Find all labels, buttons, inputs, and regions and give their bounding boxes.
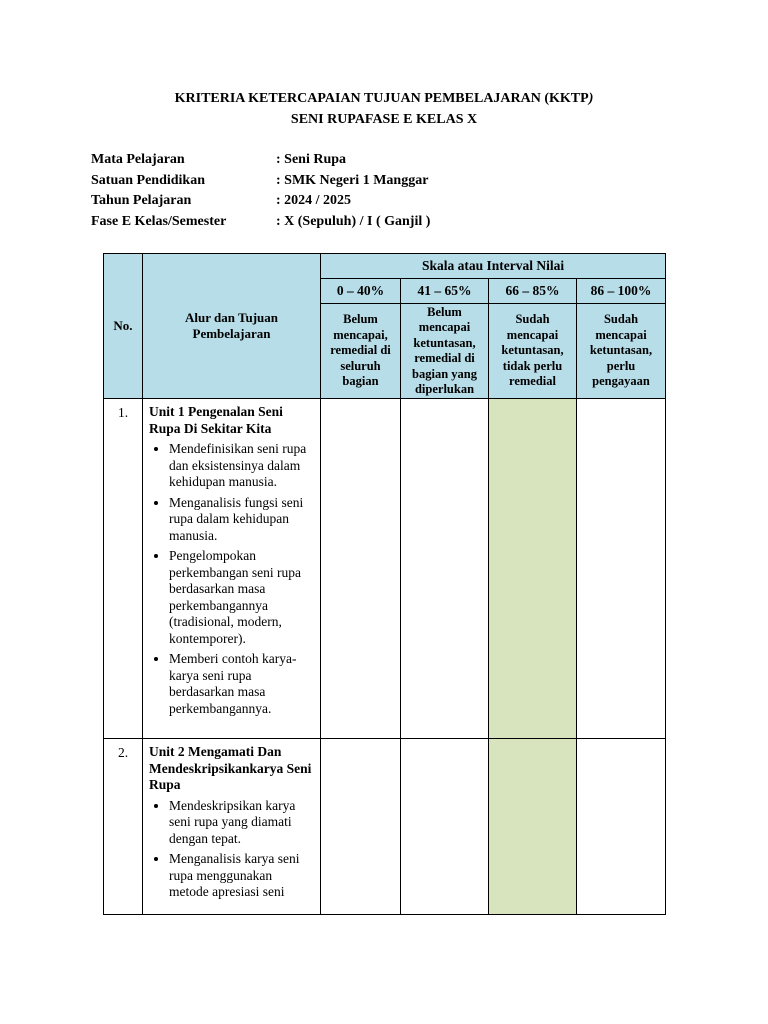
list-item: • Menganalisis karya seni rupa menggunakan metode apresiasi seni xyxy=(169,851,314,901)
header-scale: Skala atau Interval Nilai xyxy=(321,254,666,279)
table-row xyxy=(104,739,666,915)
list-item: • Menganalisis fungsi seni rupa dalam kehidupan manusia. xyxy=(169,495,314,545)
score-cell-86-100[interactable] xyxy=(577,399,666,739)
range-header: 66 – 85% xyxy=(489,279,577,304)
table-row xyxy=(104,399,666,739)
meta-label: Satuan Pendidikan xyxy=(91,172,205,188)
learning-objectives-cell xyxy=(143,399,321,739)
kktp-table xyxy=(103,253,666,915)
list-item: • Mendeskripsikan karya seni rupa yang diamati dengan tepat. xyxy=(169,798,314,848)
document-title xyxy=(0,89,768,109)
title-line1: KRITERIA KETERCAPAIAN TUJUAN PEMBELAJARAN (KKTP xyxy=(174,91,589,106)
title-line1-paren: ) xyxy=(588,91,594,106)
score-cell-86-100[interactable] xyxy=(577,739,666,915)
unit-title: Unit 1 Pengenalan Seni Rupa Di Sekitar Kita xyxy=(149,404,283,436)
list-item: • Mendefinisikan seni rupa dan eksistensinya dalam kehidupan manusia. xyxy=(169,441,314,491)
score-cell-41-65[interactable] xyxy=(401,399,489,739)
document-subtitle: SENI RUPAFASE E KELAS X xyxy=(290,112,478,127)
score-cell-0-40[interactable] xyxy=(321,739,401,915)
score-cell-41-65[interactable] xyxy=(401,739,489,915)
row-number: 1. xyxy=(104,399,143,739)
score-cell-66-85[interactable] xyxy=(489,739,577,915)
meta-row xyxy=(91,191,430,212)
range-header: 41 – 65% xyxy=(401,279,489,304)
meta-value: : X (Sepuluh) / I ( Ganjil ) xyxy=(276,213,431,229)
score-cell-66-85[interactable] xyxy=(489,399,577,739)
meta-value: : SMK Negeri 1 Manggar xyxy=(276,172,429,188)
header-alur: Alur dan Tujuan Pembelajaran xyxy=(143,254,321,399)
objective-list xyxy=(149,441,314,717)
meta-info xyxy=(91,150,430,232)
range-description: Sudah mencapai ketuntasan, tidak perlu remedial xyxy=(489,304,577,399)
meta-label: Mata Pelajaran xyxy=(91,152,185,167)
meta-label: Fase E Kelas/Semester xyxy=(91,213,227,229)
header-no: No. xyxy=(104,254,143,399)
list-item: • Memberi contoh karya-karya seni rupa berdasarkan masa perkembangannya. xyxy=(169,651,314,717)
range-header: 86 – 100% xyxy=(577,279,666,304)
learning-objectives-cell xyxy=(143,739,321,915)
meta-value: : Seni Rupa xyxy=(276,152,347,167)
meta-label: Tahun Pelajaran xyxy=(91,193,192,208)
range-description: Belum mencapai, remedial di seluruh bagian xyxy=(321,304,401,399)
objective-list xyxy=(149,798,314,901)
meta-value: : 2024 / 2025 xyxy=(276,193,352,208)
score-cell-0-40[interactable] xyxy=(321,399,401,739)
range-description: Belum mencapai ketuntasan, remedial di bagian yang diperlukan xyxy=(401,304,489,399)
meta-row xyxy=(91,212,430,233)
range-header: 0 – 40% xyxy=(321,279,401,304)
unit-title: Unit 2 Mengamati Dan Mendeskripsikankarya Seni Rupa xyxy=(149,744,312,792)
list-item: • Pengelompokan perkembangan seni rupa berdasarkan masa perkembangannya (tradisional, modern, kontemporer). xyxy=(169,548,314,647)
range-description: Sudah mencapai ketuntasan, perlu pengayaan xyxy=(577,304,666,399)
meta-row xyxy=(91,171,430,192)
row-number: 2. xyxy=(104,739,143,915)
meta-row xyxy=(91,150,430,171)
